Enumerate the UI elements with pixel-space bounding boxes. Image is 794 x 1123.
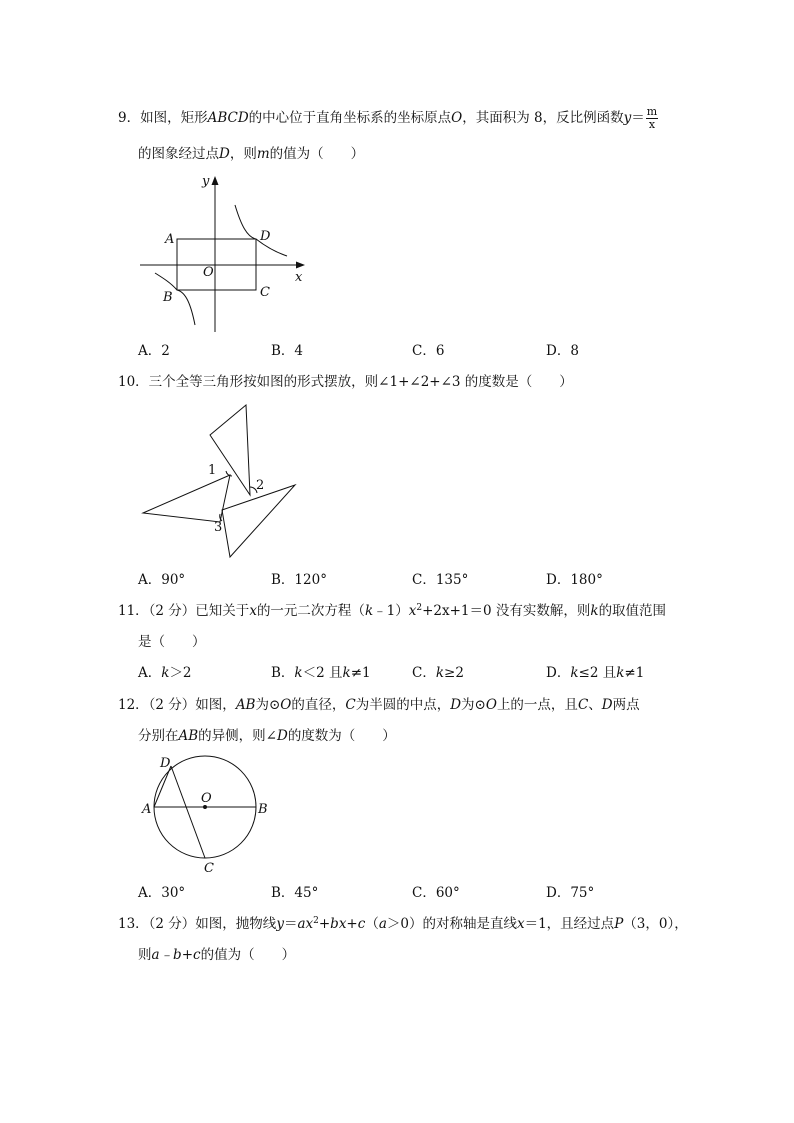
triangle-right [222, 485, 295, 557]
q11-option-b[interactable]: B．k＜2 且k≠1 [271, 665, 371, 681]
label-c: C [204, 861, 214, 876]
label-d: D [160, 756, 171, 771]
q12-stem-line2: 分别在AB的异侧，则∠D的度数为（ ） [138, 728, 396, 744]
label-c: C [260, 285, 270, 300]
hyperbola-branch-third-quadrant [155, 273, 195, 325]
label-a: A [165, 232, 175, 247]
q11-option-c[interactable]: C．k≥2 [412, 665, 464, 681]
q11-stem-line2: 是（ ） [138, 634, 206, 650]
q11-stem-line1: 11．（2 分）已知关于x的一元二次方程$(k﹣1)x^2+2x+1=0$ 没有实数解，则k的取值范围 [118, 603, 667, 619]
x-axis-arrow [296, 262, 305, 269]
q10-figure [138, 400, 303, 565]
q10-option-c[interactable]: C．135° [412, 572, 469, 588]
q12-stem-line1: 12．（2 分）如图，AB为⊙O的直径，C为半圆的中点，D为⊙O上的一点，且C、D两点 [118, 697, 640, 713]
q9-option-b[interactable]: B．4 [271, 343, 304, 359]
label-angle-1: 1 [208, 463, 217, 478]
q13-stem-line2: 则a﹣b+c的值为（ ） [138, 947, 296, 963]
label-angle-2: 2 [256, 478, 265, 493]
q9-figure [135, 170, 315, 335]
q10-stem: 10．三个全等三角形按如图的形式摆放，则∠1+∠2+∠3 的度数是（ ） [118, 374, 573, 390]
label-b: B [258, 802, 268, 817]
label-a: A [142, 802, 152, 817]
q10-option-b[interactable]: B．120° [271, 572, 327, 588]
q12-figure [138, 752, 278, 877]
q9-stem-line2: 的图象经过点D，则m的值为（ ） [138, 146, 365, 162]
y-axis-arrow [212, 176, 219, 185]
triangle-left [143, 475, 230, 522]
fraction-m-over-x: $\frac{m}{x}$ [646, 105, 658, 131]
label-d: D [260, 229, 271, 244]
q9-option-c[interactable]: C．6 [412, 343, 445, 359]
q10-option-a[interactable]: A．90° [138, 572, 186, 588]
angle-1-arc [226, 471, 232, 476]
label-b: B [163, 290, 173, 305]
q13-stem-line1: 13．（2 分）如图，抛物线$y=ax^2+bx+c(a>0)$的对称轴是直线x＝1，且经过点P（3，0）， [118, 916, 688, 932]
q9-stem-line1: 9．如图，矩形ABCD的中心位于直角坐标系的坐标原点O，其面积为 8，反比例函数y＝ $\frac{m}{x}$ [118, 105, 658, 131]
q9-option-d[interactable]: D．8 [546, 343, 579, 359]
q12-option-d[interactable]: D．75° [546, 885, 595, 901]
label-o: O [203, 265, 214, 280]
q12-option-a[interactable]: A．30° [138, 885, 186, 901]
chord-dc [171, 766, 205, 858]
q9-option-a[interactable]: A．2 [138, 343, 170, 359]
chord-ad [154, 766, 171, 807]
label-y: y [202, 174, 210, 189]
q10-option-d[interactable]: D．180° [546, 572, 603, 588]
q11-option-a[interactable]: A．k＞2 [138, 665, 192, 681]
label-o: O [201, 791, 212, 806]
q12-option-b[interactable]: B．45° [271, 885, 319, 901]
label-x: x [295, 270, 303, 285]
q11-option-d[interactable]: D．k≤2 且k≠1 [546, 665, 645, 681]
q12-option-c[interactable]: C．60° [412, 885, 460, 901]
label-angle-3: 3 [214, 520, 223, 535]
